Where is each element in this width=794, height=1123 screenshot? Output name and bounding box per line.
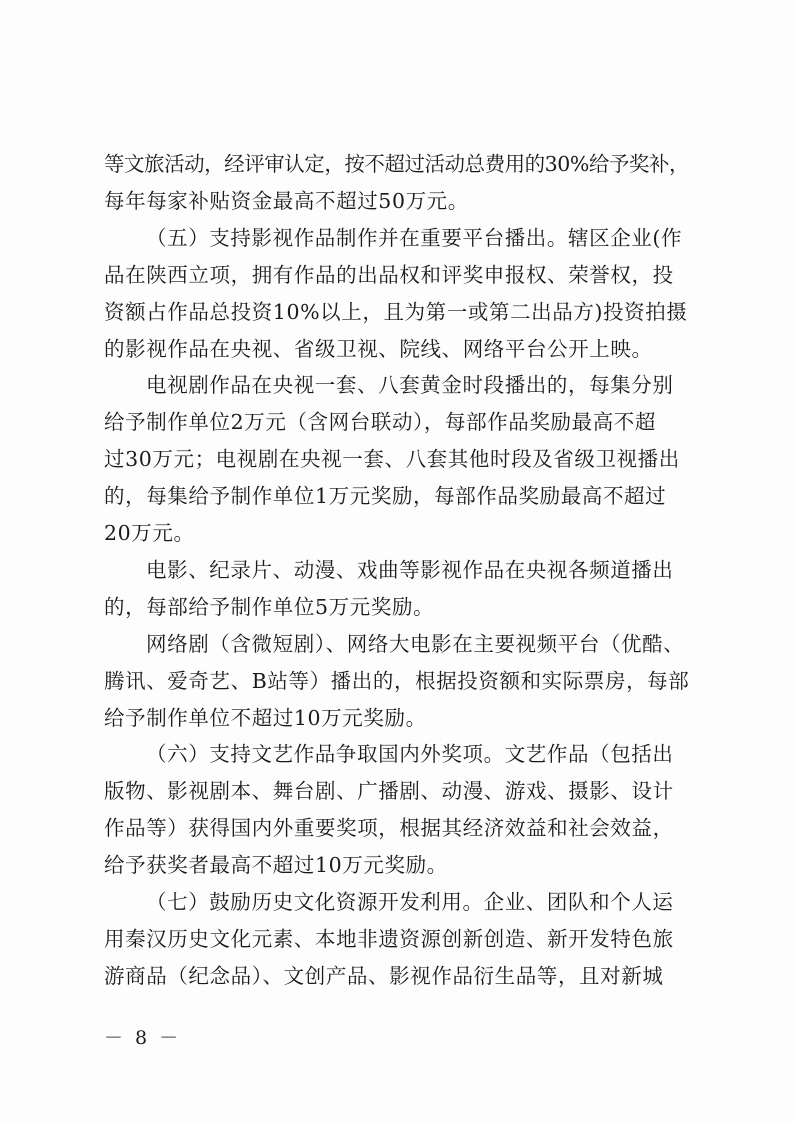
paragraph-3-line-3: 过30万元；电视剧在央视一套、八套其他时段及省级卫视播出 — [104, 447, 680, 471]
paragraph-6-line-3: 作品等）获得国内外重要奖项，根据其经济效益和社会效益， — [104, 816, 674, 840]
paragraph-5-line-3: 给予制作单位不超过10万元奖励。 — [104, 706, 427, 730]
paragraph-6-line-4: 给予获奖者最高不超过10万元奖励。 — [104, 853, 448, 877]
paragraph-4-line-2: 的，每部给予制作单位5万元奖励。 — [104, 595, 435, 619]
paragraph-5-line-2: 腾讯、爱奇艺、B站等）播出的，根据投资额和实际票房，每部 — [104, 669, 690, 693]
page-number: － 8 － — [104, 1027, 182, 1049]
paragraph-3-line-1: 电视剧作品在央视一套、八套黄金时段播出的，每集分别 — [146, 373, 674, 397]
paragraph-6-line-1: （六）支持文艺作品争取国内外奖项。文艺作品（包括出 — [146, 742, 674, 766]
paragraph-3-line-2: 给予制作单位2万元（含网台联动），每部作品奖励最高不超 — [104, 410, 656, 434]
paragraph-3-line-5: 20万元。 — [104, 521, 195, 545]
paragraph-2-line-3: 资额占作品总投资10%以上，且为第一或第二出品方)投资拍摄 — [104, 300, 688, 324]
paragraph-7-line-2: 用秦汉历史文化元素、本地非遗资源创新创造、新开发特色旅 — [104, 927, 674, 951]
paragraph-7-line-3: 游商品（纪念品）、文创产品、影视作品衍生品等，且对新城 — [104, 964, 664, 988]
paragraph-7-line-1-visible: （七）鼓励历史文化资源开发利用。企业、团队和个人运 — [146, 890, 674, 914]
paragraph-2-line-4: 的影视作品在央视、省级卫视、院线、网络平台公开上映。 — [104, 337, 653, 361]
paragraph-3-line-4: 的，每集给予制作单位1万元奖励，每部作品奖励最高不超过 — [104, 484, 667, 508]
paragraph-2-line-2: 品在陕西立项，拥有作品的出品权和评奖申报权、荣誉权，投 — [104, 263, 674, 287]
paragraph-1-line-2: 每年每家补贴资金最高不超过50万元。 — [104, 189, 469, 213]
paragraph-6-line-2: 版物、影视剧本、舞台剧、广播剧、动漫、游戏、摄影、设计 — [104, 779, 674, 803]
paragraph-1-line-1: 等文旅活动，经评审认定，按不超过活动总费用的30%给予奖补， — [104, 152, 689, 176]
paragraph-2-line-1: （五）支持影视作品制作并在重要平台播出。辖区企业(作 — [146, 226, 683, 250]
paragraph-4-line-1: 电影、纪录片、动漫、戏曲等影视作品在央视各频道播出 — [146, 558, 674, 582]
paragraph-5-line-1: 网络剧（含微短剧）、网络大电影在主要视频平台（优酷、 — [146, 632, 685, 656]
